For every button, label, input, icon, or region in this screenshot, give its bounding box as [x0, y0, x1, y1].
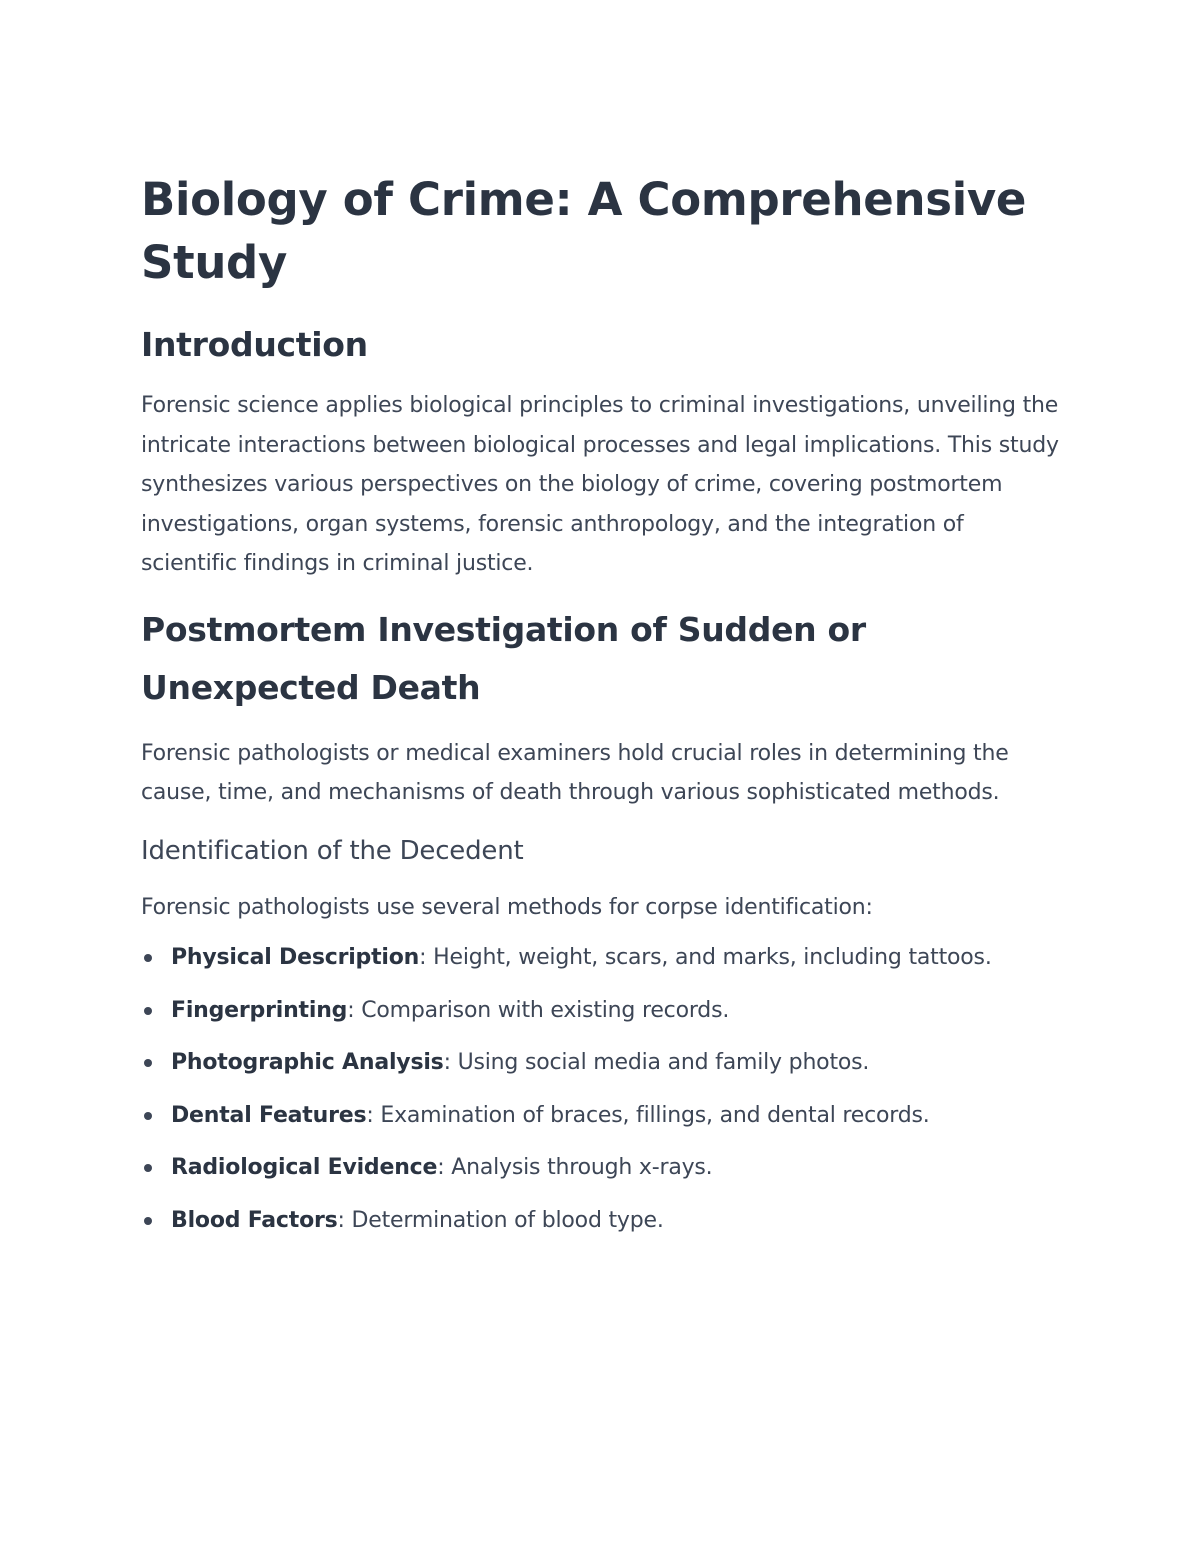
list-item [141, 938, 1066, 978]
list-item [141, 1148, 1066, 1188]
document-title: Biology of Crime: A Comprehensive Study [141, 173, 1027, 289]
list-item [141, 1043, 1066, 1083]
identification-heading: Identification of the Decedent [141, 835, 524, 866]
identification-method-list [141, 938, 1066, 1240]
method-term: Radiological Evidence [171, 1155, 438, 1180]
list-item [141, 991, 1066, 1031]
method-term: Dental Features [171, 1102, 367, 1128]
method-description: : Comparison with existing records. [347, 997, 730, 1023]
bullet-icon [144, 1217, 152, 1225]
method-term: Photographic Analysis [171, 1050, 444, 1075]
list-item [141, 1096, 1066, 1136]
bullet-icon [144, 1007, 152, 1015]
introduction-heading: Introduction [141, 325, 368, 364]
method-description: : Examination of braces, fillings, and dental records. [366, 1102, 930, 1128]
method-description: : Using social media and family photos. [443, 1050, 870, 1075]
bullet-icon [144, 1112, 152, 1120]
method-term: Physical Description [171, 945, 420, 970]
method-term: Blood Factors [171, 1207, 338, 1233]
postmortem-paragraph: Forensic pathologists or medical examiners hold crucial roles in determining the cause, time, and mechanisms of death through various sophisticated methods. [141, 740, 1009, 805]
method-description: : Analysis through x-rays. [437, 1155, 713, 1180]
document-page [141, 168, 1066, 1253]
method-term: Fingerprinting [171, 997, 348, 1023]
postmortem-heading: Postmortem Investigation of Sudden or Unexpected Death [141, 609, 866, 707]
bullet-icon [144, 1059, 152, 1067]
method-description: : Determination of blood type. [337, 1207, 664, 1233]
introduction-paragraph: Forensic science applies biological principles to criminal investigations, unveiling the intricate interactions between biological processes and legal implications. This study synthesizes various perspectives on the biology of crime, covering postmortem investigations, organ systems, forensic anthropology, and the integration of scientific findings in criminal justice. [141, 393, 1059, 576]
bullet-icon [144, 1164, 152, 1172]
method-description: : Height, weight, scars, and marks, including tattoos. [419, 945, 992, 970]
identification-lead: Forensic pathologists use several methods for corpse identification: [141, 894, 873, 920]
bullet-icon [144, 954, 152, 962]
list-item [141, 1201, 1066, 1241]
